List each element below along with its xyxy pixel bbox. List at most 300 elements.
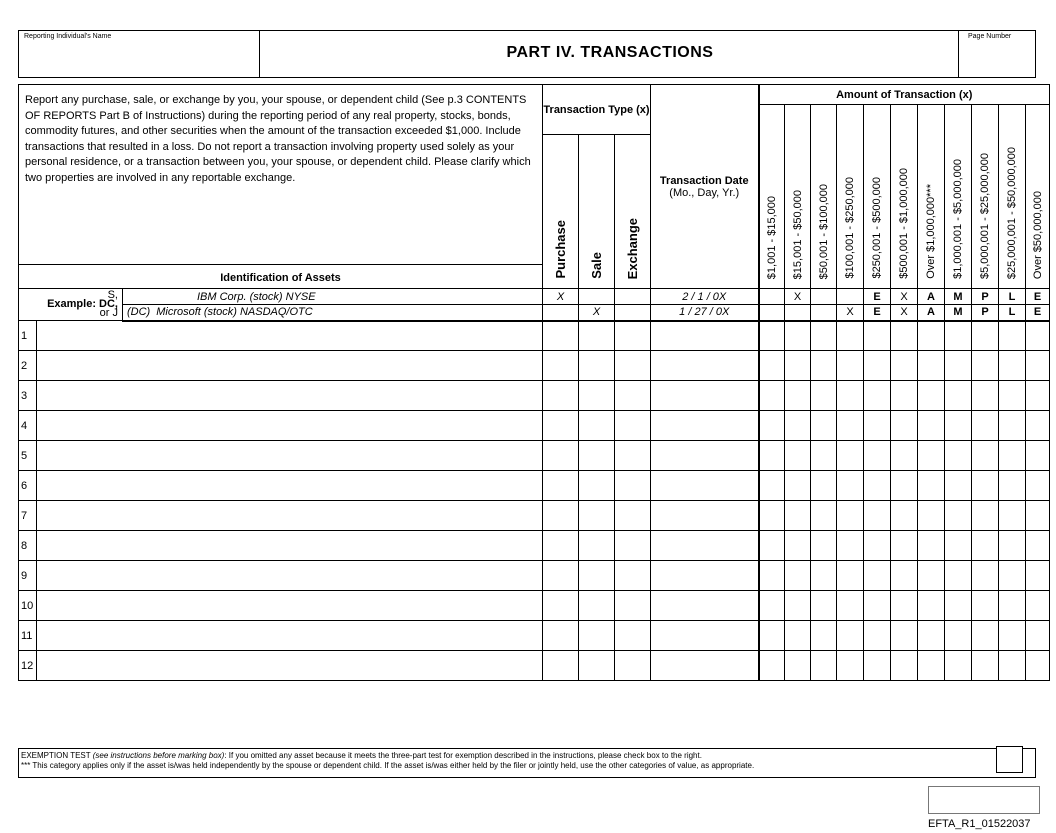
amount-cell[interactable] [999, 561, 1026, 591]
amount-cell[interactable] [785, 381, 811, 411]
amount-cell[interactable] [891, 591, 918, 621]
exchange-cell[interactable] [615, 351, 651, 381]
amount-cell[interactable] [918, 321, 945, 351]
amount-cell[interactable] [972, 471, 999, 501]
amount-category-label: $100,001 - $250,000 [844, 177, 856, 279]
amount-cell[interactable] [785, 441, 811, 471]
sale-cell[interactable] [579, 381, 615, 411]
document-id: EFTA_R1_01522037 [928, 818, 1031, 830]
amount-cell[interactable] [918, 381, 945, 411]
amount-cell[interactable] [1026, 321, 1050, 351]
exchange-cell[interactable] [615, 471, 651, 501]
row-number: 8 [19, 531, 37, 561]
exchange-cell[interactable] [615, 591, 651, 621]
example-amount: L [999, 289, 1026, 305]
amount-cell[interactable] [918, 531, 945, 561]
amount-cell[interactable] [945, 621, 972, 651]
amount-cell[interactable] [811, 381, 837, 411]
sale-cell[interactable] [579, 501, 615, 531]
asset-input[interactable] [37, 411, 543, 441]
transaction-row [19, 321, 1050, 351]
date-cell[interactable] [651, 381, 759, 411]
sale-cell[interactable] [579, 591, 615, 621]
amount-cell[interactable] [918, 591, 945, 621]
asset-input[interactable] [37, 621, 543, 651]
example-sale [579, 289, 615, 305]
exchange-cell[interactable] [615, 321, 651, 351]
asset-input[interactable] [37, 651, 543, 681]
date-cell[interactable] [651, 441, 759, 471]
purchase-cell[interactable] [543, 501, 579, 531]
amount-cell[interactable] [999, 651, 1026, 681]
amount-cell[interactable] [918, 621, 945, 651]
amount-cell[interactable] [1026, 651, 1050, 681]
transaction-row [19, 411, 1050, 441]
example-asset [123, 289, 543, 305]
amount-cell[interactable] [864, 621, 891, 651]
example-amount: L [999, 305, 1026, 321]
date-cell[interactable] [651, 501, 759, 531]
amount-category-header [918, 105, 945, 289]
amount-cell[interactable] [918, 651, 945, 681]
amount-cell[interactable] [945, 351, 972, 381]
amount-cell[interactable] [945, 411, 972, 441]
example-purchase [543, 305, 579, 321]
amount-cell[interactable] [891, 411, 918, 441]
amount-category-header [945, 105, 972, 289]
row-number: 11 [19, 621, 37, 651]
amount-category-header [1026, 105, 1050, 289]
amount-cell[interactable] [811, 351, 837, 381]
amount-cell[interactable] [864, 471, 891, 501]
row-number: 2 [19, 351, 37, 381]
example-row [19, 305, 1050, 321]
amount-category-header [759, 105, 785, 289]
sale-cell[interactable] [579, 621, 615, 651]
example-amount: E [1026, 305, 1050, 321]
example-owner: (DC) [127, 306, 151, 319]
amount-cell[interactable] [1026, 561, 1050, 591]
amount-cell[interactable] [891, 351, 918, 381]
amount-cell[interactable] [972, 591, 999, 621]
transaction-row [19, 561, 1050, 591]
amount-cell[interactable] [785, 531, 811, 561]
amount-cell[interactable] [864, 411, 891, 441]
amount-category-header [811, 105, 837, 289]
amount-cell[interactable] [1026, 381, 1050, 411]
example-date: 1 / 27 / 0X [651, 305, 759, 321]
amount-cell[interactable] [864, 381, 891, 411]
example-amount: A [918, 289, 945, 305]
amount-category-label: Over $1,000,000*** [925, 184, 937, 279]
amount-cell[interactable] [785, 471, 811, 501]
example-amount: X [891, 305, 918, 321]
exchange-cell[interactable] [615, 411, 651, 441]
transaction-row [19, 591, 1050, 621]
amount-cell[interactable] [1026, 411, 1050, 441]
amount-cell[interactable] [945, 441, 972, 471]
sale-column-header [579, 135, 615, 289]
exemption-checkbox[interactable] [996, 746, 1023, 773]
example-label-line3: or J [99, 307, 118, 319]
amount-cell[interactable] [972, 441, 999, 471]
amount-cell[interactable] [918, 411, 945, 441]
example-amount: E [864, 289, 891, 305]
identification-header: Identification of Assets [19, 265, 543, 289]
amount-cell[interactable] [785, 351, 811, 381]
purchase-cell[interactable] [543, 351, 579, 381]
example-amount: X [837, 305, 864, 321]
row-number: 10 [19, 591, 37, 621]
amount-category-label: $1,000,001 - $5,000,000 [952, 159, 964, 279]
exchange-cell[interactable] [615, 561, 651, 591]
amount-cell[interactable] [811, 321, 837, 351]
amount-cell[interactable] [891, 561, 918, 591]
example-date: 2 / 1 / 0X [651, 289, 759, 305]
amount-cell[interactable] [972, 381, 999, 411]
row-number: 5 [19, 441, 37, 471]
amount-cell[interactable] [999, 321, 1026, 351]
amount-cell[interactable] [785, 591, 811, 621]
amount-cell[interactable] [759, 471, 785, 501]
example-asset [123, 305, 543, 321]
amount-cell[interactable] [945, 501, 972, 531]
amount-cell[interactable] [999, 471, 1026, 501]
example-label-line1: S, [107, 289, 118, 301]
amount-cell[interactable] [785, 561, 811, 591]
transaction-row [19, 621, 1050, 651]
example-asset-name: Microsoft (stock) NASDAQ/OTC [156, 306, 313, 319]
amount-cell[interactable] [759, 591, 785, 621]
exchange-cell[interactable] [615, 381, 651, 411]
example-sale: X [579, 305, 615, 321]
asset-input[interactable] [37, 321, 543, 351]
example-asset-name: IBM Corp. (stock) NYSE [197, 290, 316, 303]
amount-cell[interactable] [811, 561, 837, 591]
amount-cell[interactable] [837, 531, 864, 561]
date-cell[interactable] [651, 531, 759, 561]
amount-cell[interactable] [918, 501, 945, 531]
amount-cell[interactable] [811, 411, 837, 441]
row-number: 3 [19, 381, 37, 411]
amount-cell[interactable] [918, 351, 945, 381]
amount-cell[interactable] [945, 381, 972, 411]
purchase-cell[interactable] [543, 381, 579, 411]
transaction-row [19, 501, 1050, 531]
amount-cell[interactable] [1026, 471, 1050, 501]
transaction-date-header [651, 85, 759, 289]
example-amount [785, 305, 811, 321]
amount-cell[interactable] [837, 621, 864, 651]
amount-cell[interactable] [945, 471, 972, 501]
amount-cell[interactable] [837, 591, 864, 621]
amount-cell[interactable] [918, 441, 945, 471]
exemption-footer [18, 748, 1036, 778]
example-exchange [615, 305, 651, 321]
amount-category-label: Over $50,000,000 [1031, 190, 1044, 279]
amount-cell[interactable] [945, 531, 972, 561]
example-exchange [615, 289, 651, 305]
amount-cell[interactable] [945, 321, 972, 351]
amount-cell[interactable] [1026, 591, 1050, 621]
example-label-line2: Example: DC, [47, 298, 118, 310]
amount-cell[interactable] [837, 411, 864, 441]
amount-cell[interactable] [891, 381, 918, 411]
page-number-label: Page Number [968, 33, 1012, 40]
example-label [19, 289, 123, 321]
purchase-cell[interactable] [543, 441, 579, 471]
exchange-cell[interactable] [615, 621, 651, 651]
amount-cell[interactable] [891, 471, 918, 501]
exchange-column-header [615, 135, 651, 289]
asset-input[interactable] [37, 441, 543, 471]
amount-cell[interactable] [759, 501, 785, 531]
amount-category-label: $25,000,001 - $50,000,000 [1006, 146, 1018, 279]
amount-cell[interactable] [945, 561, 972, 591]
asset-input[interactable] [37, 381, 543, 411]
example-amount [759, 305, 785, 321]
amount-cell[interactable] [864, 651, 891, 681]
amount-category-label: $1,001 - $15,000 [765, 195, 778, 279]
example-amount: A [918, 305, 945, 321]
transaction-row [19, 381, 1050, 411]
amount-cell[interactable] [785, 411, 811, 441]
purchase-cell[interactable] [543, 411, 579, 441]
amount-cell[interactable] [945, 591, 972, 621]
amount-cell[interactable] [864, 591, 891, 621]
asset-input[interactable] [37, 471, 543, 501]
amount-cell[interactable] [759, 651, 785, 681]
amount-cell[interactable] [891, 441, 918, 471]
exchange-cell[interactable] [615, 531, 651, 561]
amount-category-label: $250,001 - $500,000 [871, 177, 883, 279]
exemption-line [21, 751, 1033, 761]
amount-cell[interactable] [837, 441, 864, 471]
date-cell[interactable] [651, 561, 759, 591]
example-amount [837, 289, 864, 305]
purchase-cell[interactable] [543, 561, 579, 591]
sale-cell[interactable] [579, 471, 615, 501]
example-amount: E [864, 305, 891, 321]
sale-cell[interactable] [579, 651, 615, 681]
amount-cell[interactable] [1026, 531, 1050, 561]
amount-cell[interactable] [891, 501, 918, 531]
row-number: 12 [19, 651, 37, 681]
row-number: 1 [19, 321, 37, 351]
amount-category-label: $15,001 - $50,000 [791, 189, 804, 279]
amount-cell[interactable] [759, 441, 785, 471]
date-cell[interactable] [651, 621, 759, 651]
example-amount [811, 305, 837, 321]
amount-cell[interactable] [1026, 621, 1050, 651]
stamp-box [928, 786, 1040, 814]
date-cell[interactable] [651, 321, 759, 351]
amount-cell[interactable] [785, 651, 811, 681]
date-cell[interactable] [651, 411, 759, 441]
amount-cell[interactable] [811, 651, 837, 681]
sale-cell[interactable] [579, 321, 615, 351]
transaction-row [19, 441, 1050, 471]
sale-cell[interactable] [579, 561, 615, 591]
purchase-label: Purchase [553, 220, 568, 279]
amount-cell[interactable] [864, 351, 891, 381]
amount-category-label: $5,000,001 - $25,000,000 [979, 152, 991, 279]
amount-cell[interactable] [891, 651, 918, 681]
amount-cell[interactable] [759, 561, 785, 591]
row-number: 4 [19, 411, 37, 441]
amount-cell[interactable] [972, 351, 999, 381]
example-amount: M [945, 305, 972, 321]
amount-cell[interactable] [837, 561, 864, 591]
amount-cell[interactable] [759, 381, 785, 411]
example-amount: P [972, 305, 999, 321]
amount-cell[interactable] [972, 531, 999, 561]
sale-cell[interactable] [579, 531, 615, 561]
date-title: Transaction Date [659, 174, 749, 187]
exemption-label: EXEMPTION TEST [21, 751, 91, 760]
amount-category-header [999, 105, 1026, 289]
example-row [19, 289, 1050, 305]
amount-cell[interactable] [811, 501, 837, 531]
amount-cell[interactable] [759, 531, 785, 561]
transaction-row [19, 531, 1050, 561]
asset-input[interactable] [37, 561, 543, 591]
date-format: (Mo., Day, Yr.) [669, 186, 740, 199]
amount-cell[interactable] [864, 561, 891, 591]
purchase-cell[interactable] [543, 621, 579, 651]
amount-cell[interactable] [837, 471, 864, 501]
amount-cell[interactable] [891, 621, 918, 651]
page-title: PART IV. TRANSACTIONS [506, 44, 714, 61]
exchange-cell[interactable] [615, 441, 651, 471]
example-amount: M [945, 289, 972, 305]
amount-cell[interactable] [864, 501, 891, 531]
amount-cell[interactable] [811, 531, 837, 561]
example-amount: X [785, 289, 811, 305]
exchange-cell[interactable] [615, 501, 651, 531]
amount-cell[interactable] [891, 531, 918, 561]
purchase-cell[interactable] [543, 651, 579, 681]
example-amount: P [972, 289, 999, 305]
asset-input[interactable] [37, 531, 543, 561]
amount-cell[interactable] [972, 411, 999, 441]
amount-category-header [864, 105, 891, 289]
amount-cell[interactable] [972, 561, 999, 591]
amount-header: Amount of Transaction (x) [759, 85, 1050, 105]
example-amount [759, 289, 785, 305]
amount-cell[interactable] [785, 621, 811, 651]
amount-cell[interactable] [759, 411, 785, 441]
amount-cell[interactable] [918, 471, 945, 501]
transactions-table [18, 84, 1050, 681]
row-number: 7 [19, 501, 37, 531]
sale-label: Sale [589, 252, 604, 279]
amount-cell[interactable] [837, 321, 864, 351]
date-cell[interactable] [651, 591, 759, 621]
amount-category-label: $500,001 - $1,000,000 [898, 168, 910, 279]
sale-cell[interactable] [579, 441, 615, 471]
amount-cell[interactable] [999, 621, 1026, 651]
amount-cell[interactable] [864, 441, 891, 471]
instructions-text: Report any purchase, sale, or exchange by you, your spouse, or dependent child (See p.3 CONTENTS OF REPORTS Part B of Instructions) during the reporting period of any real property, stocks, bonds, commodity futures, and other securities when the amount of the transaction exceeded $1,000. Include transactions that resulted in a loss. Do not report a transaction involving property used solely as your personal residence, or a transaction between you, your spouse, or dependent child. Please clarify which two properties are involved in any reportable exchange. [19, 85, 543, 265]
amount-cell[interactable] [972, 501, 999, 531]
transaction-type-header: Transaction Type (x) [543, 85, 651, 135]
amount-cell[interactable] [945, 651, 972, 681]
amount-category-header [837, 105, 864, 289]
amount-category-header [891, 105, 918, 289]
amount-cell[interactable] [999, 531, 1026, 561]
amount-cell[interactable] [837, 351, 864, 381]
amount-cell[interactable] [999, 441, 1026, 471]
purchase-cell[interactable] [543, 321, 579, 351]
amount-cell[interactable] [999, 411, 1026, 441]
sale-cell[interactable] [579, 351, 615, 381]
amount-cell[interactable] [785, 501, 811, 531]
amount-cell[interactable] [759, 351, 785, 381]
example-amount [811, 289, 837, 305]
amount-cell[interactable] [811, 591, 837, 621]
amount-cell[interactable] [1026, 501, 1050, 531]
amount-cell[interactable] [811, 621, 837, 651]
amount-category-header [785, 105, 811, 289]
amount-category-header [972, 105, 999, 289]
asset-input[interactable] [37, 351, 543, 381]
amount-cell[interactable] [999, 591, 1026, 621]
amount-cell[interactable] [891, 321, 918, 351]
amount-cell[interactable] [1026, 441, 1050, 471]
amount-cell[interactable] [811, 471, 837, 501]
amount-cell[interactable] [999, 501, 1026, 531]
row-number: 9 [19, 561, 37, 591]
amount-cell[interactable] [999, 381, 1026, 411]
amount-cell[interactable] [811, 441, 837, 471]
amount-cell[interactable] [972, 321, 999, 351]
asset-input[interactable] [37, 591, 543, 621]
transaction-row [19, 471, 1050, 501]
amount-cell[interactable] [918, 561, 945, 591]
sale-cell[interactable] [579, 411, 615, 441]
exemption-italic: (see instructions before marking box) [92, 751, 225, 760]
date-cell[interactable] [651, 351, 759, 381]
row-number: 6 [19, 471, 37, 501]
amount-cell[interactable] [837, 501, 864, 531]
purchase-cell[interactable] [543, 531, 579, 561]
amount-cell[interactable] [864, 321, 891, 351]
purchase-cell[interactable] [543, 471, 579, 501]
amount-cell[interactable] [1026, 351, 1050, 381]
amount-cell[interactable] [999, 351, 1026, 381]
exchange-label: Exchange [625, 217, 640, 279]
amount-cell[interactable] [837, 381, 864, 411]
transaction-row [19, 651, 1050, 681]
amount-cell[interactable] [785, 321, 811, 351]
amount-cell[interactable] [972, 651, 999, 681]
amount-cell[interactable] [972, 621, 999, 651]
amount-cell[interactable] [837, 651, 864, 681]
amount-cell[interactable] [759, 621, 785, 651]
amount-cell[interactable] [864, 531, 891, 561]
example-amount: X [891, 289, 918, 305]
amount-category-label: $50,001 - $100,000 [817, 183, 830, 279]
exchange-cell[interactable] [615, 651, 651, 681]
purchase-cell[interactable] [543, 591, 579, 621]
transaction-row [19, 351, 1050, 381]
purchase-column-header [543, 135, 579, 289]
date-cell[interactable] [651, 471, 759, 501]
asset-input[interactable] [37, 501, 543, 531]
amount-cell[interactable] [759, 321, 785, 351]
date-cell[interactable] [651, 651, 759, 681]
